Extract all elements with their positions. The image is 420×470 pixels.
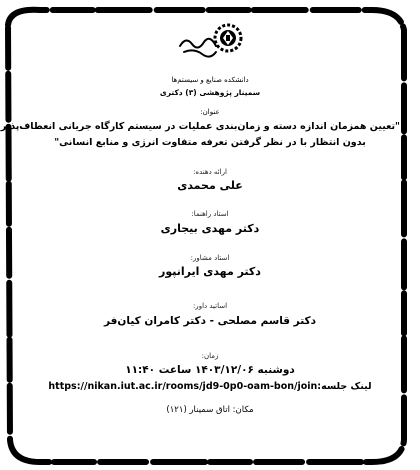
referees-names: دکتر قاسم مصلحی - دکتر کامران کیان‌فر — [104, 315, 316, 327]
date-time: دوشنبه ۱۴۰۳/۱۲/۰۶ ساعت ۱۱:۴۰ — [125, 364, 295, 376]
title-line-2: بدون انتظار با در نظر گرفتن تعرفه متفاوت انرژی و منابع انسانی" — [54, 137, 366, 148]
seminar-type: سمینار پژوهشی (۳) دکتری — [159, 88, 261, 97]
supervisor-label: استاد راهنما: — [191, 210, 229, 218]
meeting-link-row — [10, 381, 410, 392]
advisor-label: استاد مشاور: — [190, 254, 230, 262]
referees-label: اساتید داور: — [192, 302, 228, 310]
faculty-name: دانشکده صنایع و سیستم‌ها — [171, 76, 249, 84]
time-label: زمان: — [201, 352, 219, 360]
meeting-link-url[interactable]: https://nikan.iut.ac.ir/rooms/jd9-0p0-oam-bon/join — [48, 381, 318, 392]
supervisor-name: دکتر مهدی بیجاری — [160, 222, 260, 235]
seminar-place: مکان: اتاق سمینار (۱۲۱) — [166, 405, 254, 415]
presenter-name: علی محمدی — [177, 179, 243, 192]
title-line-1: "تعیین همزمان اندازه دسته و زمان‌بندی عملیات در سیستم کارگاه جریانی انعطاف‌پذیر — [0, 121, 400, 132]
title-label: عنوان: — [200, 108, 220, 116]
meeting-link-label: لینک جلسه: — [317, 381, 372, 392]
presenter-label: ارائه دهنده: — [193, 168, 227, 176]
advisor-name: دکتر مهدی ایرانپور — [159, 265, 261, 278]
